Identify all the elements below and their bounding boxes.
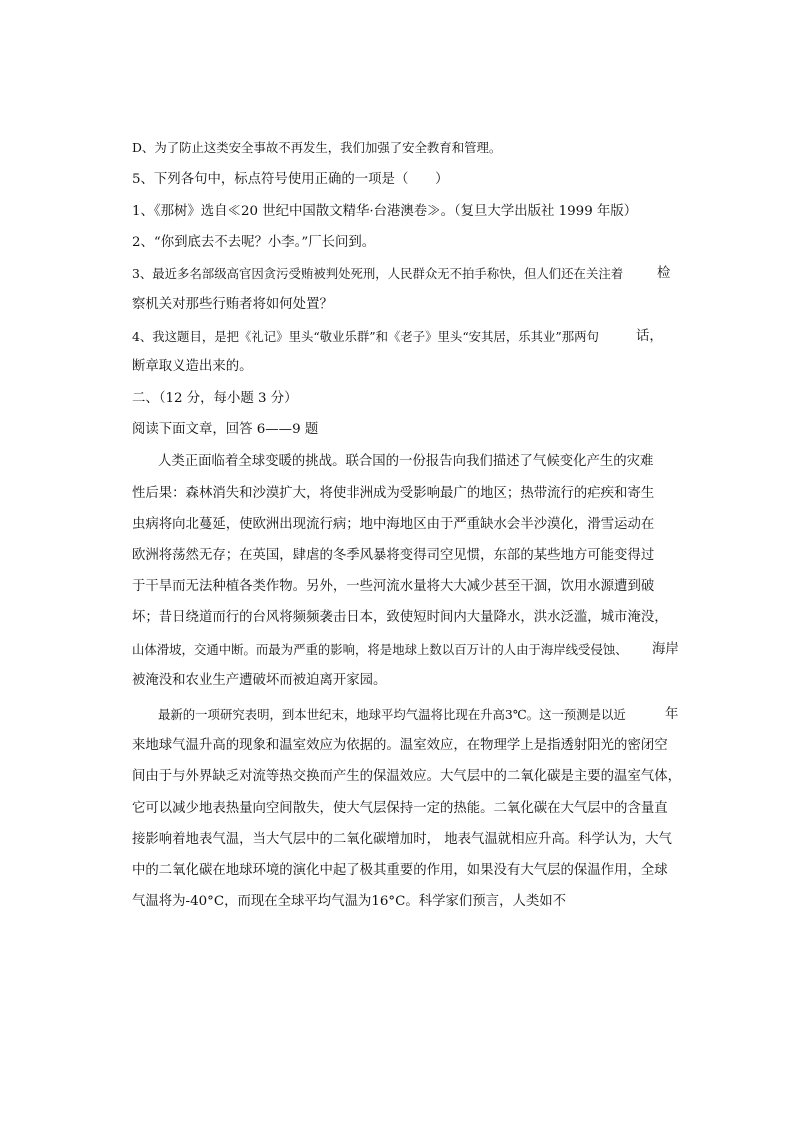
q5-option-4-tail: 话， bbox=[636, 329, 663, 344]
q4-option-d: D、为了防止这类安全事故不再发生，我们加强了安全教育和管理。 bbox=[132, 140, 502, 155]
reading-instruction: 阅读下面文章，回答 6——9 题 bbox=[132, 422, 319, 437]
paragraph-1-line-tail: 海岸 bbox=[652, 642, 679, 657]
q5-option-4-line1: 4、我这题目，是把《礼记》里头“敬业乐群”和《老子》里头“安其居，乐其业”那两句 bbox=[132, 329, 599, 344]
paragraph-2-line-tail: 年 bbox=[665, 707, 679, 722]
paragraph-2-line: 中的二氧化碳在地球环境的演化中起了极其重要的作用，如果没有大气层的保温作用，全球 bbox=[132, 863, 668, 878]
q5-option-3-line2: 察机关对那些行贿者将如何处置？ bbox=[132, 297, 333, 312]
q5-option-1: 1、《那树》选自≪20 世纪中国散文精华·台港澳卷≫。（复旦大学出版社 1999 年版） bbox=[132, 204, 638, 219]
q5-option-3-tail: 检 bbox=[657, 266, 671, 281]
paragraph-1-line: 被淹没和农业生产遭破坏而被迫离开家园。 bbox=[132, 673, 387, 688]
question-5-stem: 5、下列各句中，标点符号使用正确的一项是（ ） bbox=[132, 172, 449, 187]
paragraph-2-line: 气温将为-40°C，而现在全球平均气温为16°C。科学家们预言，人类如不 bbox=[132, 894, 567, 909]
paragraph-2-line: 间由于与外界缺乏对流等热交换而产生的保温效应。大气层中的二氧化碳是主要的温室气体， bbox=[132, 769, 682, 784]
paragraph-1-line: 虫病将向北蔓延，使欧洲出现流行病；地中海地区由于严重缺水会半沙漠化，滑雪运动在 bbox=[132, 517, 655, 532]
paragraph-1-line: 山体滑坡，交通中断。而最为严重的影响，将是地球上数以百万计的人由于海岸线受侵蚀、 bbox=[132, 642, 628, 657]
q5-option-2: 2、“你到底去不去呢？小李。”厂长问到。 bbox=[132, 235, 376, 250]
paragraph-1-line: 性后果：森林消失和沙漠扩大，将使非洲成为受影响最广的地区；热带流行的疟疾和寄生 bbox=[132, 486, 655, 501]
q5-option-3-line1: 3、最近多名部级高官因贪污受贿被判处死刑，人民群众无不拍手称快，但人们还在关注着 bbox=[132, 266, 624, 281]
paragraph-2-line: 接影响着地表气温，当大气层中的二氧化碳增加时， 地表气温就相应升高。科学认为，大气 bbox=[132, 832, 672, 847]
q5-option-4-line2: 断章取义造出来的。 bbox=[132, 359, 253, 374]
paragraph-2-line: 它可以减少地表热量向空间散失，使大气层保持一定的热能。二氧化碳在大气层中的含量直 bbox=[132, 801, 668, 816]
paragraph-1-line: 坏；昔日绕道而行的台风将频频袭击日本，致使短时间内大量降水，洪水泛滥，城市淹没， bbox=[132, 610, 668, 625]
section-2-heading: 二、（12 分，每小题 3 分） bbox=[132, 391, 298, 406]
paragraph-2-line: 最新的一项研究表明，到本世纪末，地球平均气温将比现在升高3℃。这一预测是以近 bbox=[158, 707, 626, 722]
paragraph-2-line: 来地球气温升高的现象和温室效应为依据的。温室效应，在物理学上是指透射阳光的密闭空 bbox=[132, 738, 668, 753]
paragraph-1-line: 人类正面临着全球变暖的挑战。联合国的一份报告向我们描述了气候变化产生的灾难 bbox=[158, 454, 654, 469]
paragraph-1-line: 于干旱而无法种植各类作物。另外，一些河流水量将大大减少甚至干涸，饮用水源遭到破 bbox=[132, 579, 655, 594]
paragraph-1-line: 欧洲将荡然无存；在英国，肆虐的冬季风暴将变得司空见惯，东部的某些地方可能变得过 bbox=[132, 548, 655, 563]
